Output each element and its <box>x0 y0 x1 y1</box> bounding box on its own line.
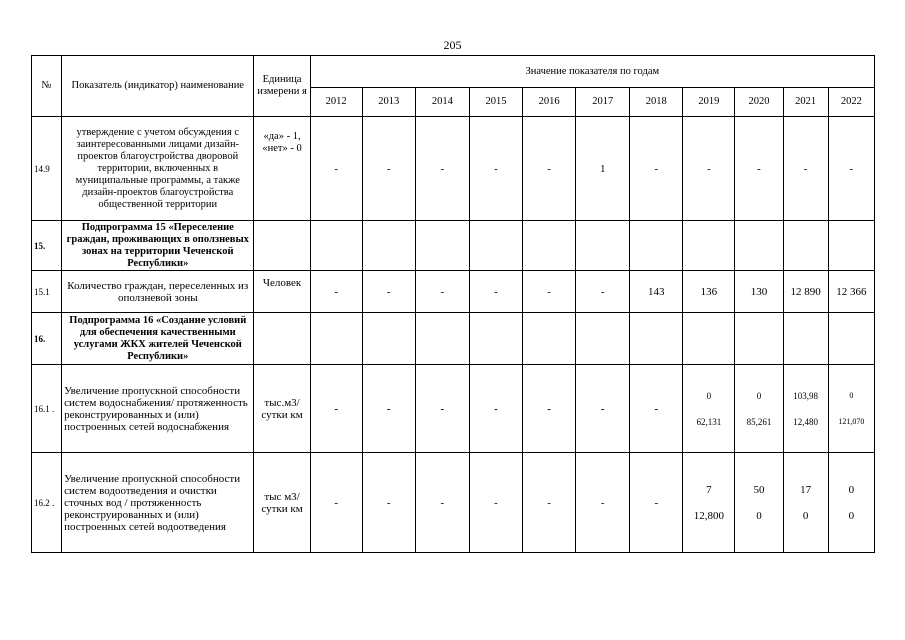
value-cell: - <box>630 453 683 553</box>
table-row <box>32 271 875 313</box>
value-cell: - <box>469 117 522 221</box>
year-cell: 2022 <box>828 88 874 117</box>
year-cell: 2014 <box>415 88 469 117</box>
header-row <box>32 56 875 88</box>
year-cell: 2017 <box>576 88 630 117</box>
value-top: 0 <box>849 390 854 400</box>
value-cell: - <box>415 365 469 453</box>
row-indicator: Количество граждан, переселенных из оползневой зоны <box>62 271 254 313</box>
value-bottom: 121,070 <box>838 416 865 426</box>
value-top: 0 <box>756 390 762 401</box>
value-cell: - <box>683 117 735 221</box>
subprogram-title: Подпрограмма 16 «Создание условий для обеспечения качественными услугами ЖКХ жителей Чеченской Республики» <box>62 313 254 365</box>
value-cell: - <box>630 365 683 453</box>
value-pair-cell <box>828 365 874 453</box>
value-cell: - <box>576 271 630 313</box>
value-cell: 130 <box>735 271 783 313</box>
year-cell: 2012 <box>310 88 362 117</box>
value-cell: - <box>362 453 415 553</box>
row-number: 15.1 <box>32 271 62 313</box>
year-cell: 2013 <box>362 88 415 117</box>
row-unit: тыс м3/ сутки км <box>254 453 310 553</box>
row-number: 16.1 . <box>32 365 62 453</box>
value-cell: - <box>415 117 469 221</box>
year-cell: 2020 <box>735 88 783 117</box>
value-cell: - <box>469 271 522 313</box>
value-cell: - <box>469 365 522 453</box>
value-cell: - <box>783 117 828 221</box>
subprogram-title: Подпрограмма 15 «Переселение граждан, проживающих в оползневых зонах на территории Чеченской Республики» <box>62 221 254 271</box>
value-bottom: 12,800 <box>693 509 725 522</box>
value-cell: - <box>362 365 415 453</box>
value-pair-cell <box>783 453 828 553</box>
row-indicator: утверждение с учетом обсуждения с заинтересованными лицами дизайн-проектов благоустройства дворовой территории, включенных в муниципальные программы, а также дизайн-проектов благоустройства общественной территории <box>62 117 254 221</box>
row-indicator: Увеличение пропускной способности систем водоотведения и очистки сточных вод / протяженность реконструированных и (или) построенных сетей водоотведения <box>62 453 254 553</box>
value-top: 0 <box>848 483 855 496</box>
row-number: 15. <box>32 221 62 271</box>
table-row <box>32 117 875 221</box>
year-cell: 2015 <box>469 88 522 117</box>
value-cell: 12 366 <box>828 271 874 313</box>
year-cell: 2021 <box>783 88 828 117</box>
row-unit: тыс.м3/ сутки км <box>254 365 310 453</box>
value-cell: - <box>310 271 362 313</box>
value-cell: - <box>415 453 469 553</box>
value-cell: - <box>415 271 469 313</box>
value-pair-cell <box>735 453 783 553</box>
value-bottom: 0 <box>802 509 809 522</box>
value-cell: - <box>523 117 576 221</box>
row-number: 16. <box>32 313 62 365</box>
table-row <box>32 221 875 271</box>
value-pair-cell <box>828 453 874 553</box>
value-bottom: 0 <box>756 509 762 522</box>
value-top: 50 <box>753 483 765 496</box>
value-cell: - <box>310 453 362 553</box>
year-cell: 2018 <box>630 88 683 117</box>
value-cell: - <box>735 117 783 221</box>
year-cell: 2016 <box>523 88 576 117</box>
value-bottom: 85,261 <box>746 416 772 427</box>
value-cell: - <box>362 271 415 313</box>
value-cell: 12 890 <box>783 271 828 313</box>
value-pair-cell <box>735 365 783 453</box>
value-cell: - <box>523 271 576 313</box>
value-bottom: 0 <box>848 509 855 522</box>
value-pair-cell <box>783 365 828 453</box>
row-unit: «да» - 1, «нет» - 0 <box>254 117 310 221</box>
row-number: 14.9 <box>32 117 62 221</box>
value-cell: - <box>310 117 362 221</box>
value-cell: - <box>576 365 630 453</box>
value-top: 0 <box>706 390 712 401</box>
table-row <box>32 365 875 453</box>
value-pair-cell <box>683 365 735 453</box>
value-cell: - <box>362 117 415 221</box>
value-top: 103,98 <box>793 390 818 401</box>
table-row <box>32 313 875 365</box>
value-cell: - <box>523 453 576 553</box>
value-cell: 1 <box>576 117 630 221</box>
table-row <box>32 453 875 553</box>
value-bottom: 12,480 <box>793 416 818 427</box>
value-pair-cell <box>683 453 735 553</box>
value-top: 7 <box>706 483 712 496</box>
value-cell: - <box>310 365 362 453</box>
row-indicator: Увеличение пропускной способности систем водоснабжения/ протяженность реконструированных и (или) построенных сетей водоснабжения <box>62 365 254 453</box>
row-unit: Человек <box>254 271 310 313</box>
page-number: 205 <box>443 38 462 52</box>
value-cell: 143 <box>630 271 683 313</box>
year-cell: 2019 <box>683 88 735 117</box>
value-cell: - <box>828 117 874 221</box>
value-cell: - <box>630 117 683 221</box>
value-bottom: 62,131 <box>696 416 722 427</box>
indicator-table <box>31 55 875 553</box>
value-cell: - <box>576 453 630 553</box>
value-cell: - <box>469 453 522 553</box>
value-cell: 136 <box>683 271 735 313</box>
value-cell: - <box>523 365 576 453</box>
value-top: 17 <box>800 483 812 496</box>
row-number: 16.2 . <box>32 453 62 553</box>
header-unit: Единица измерени я <box>254 56 310 117</box>
header-values: Значение показателя по годам <box>310 56 874 88</box>
header-indicator: Показатель (индикатор) наименование <box>62 56 254 117</box>
header-no: № <box>32 56 62 117</box>
